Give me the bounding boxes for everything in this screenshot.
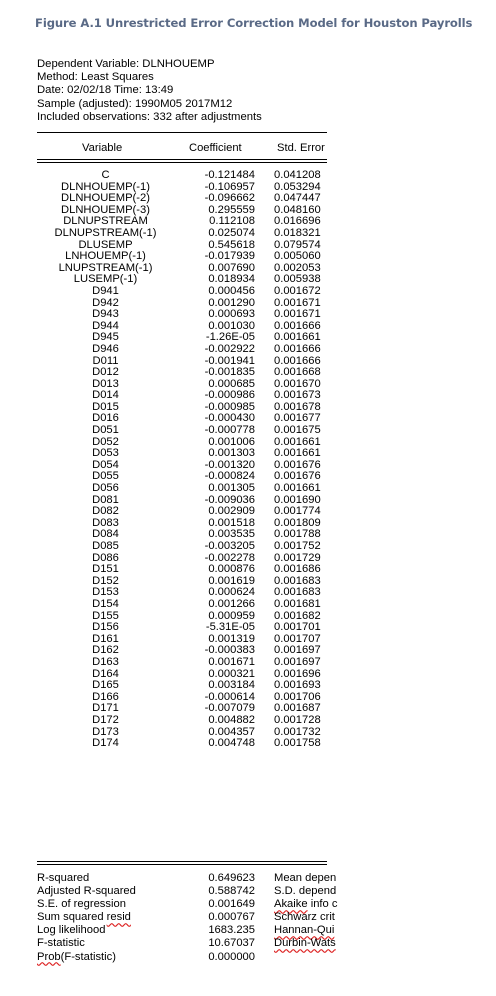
variable-cell: D162 [92, 644, 119, 657]
std-error-cell: 0.001788 [274, 528, 321, 541]
std-error-cell: 0.001670 [274, 377, 321, 390]
coefficient-cell: -0.000614 [204, 690, 255, 703]
std-error-cell: 0.005938 [274, 273, 321, 286]
std-error-cell: 0.001687 [274, 702, 321, 715]
std-error-cell: 0.001671 [274, 308, 321, 321]
std-error-cell: 0.001668 [274, 366, 321, 379]
date-time: Date: 02/02/18 Time: 13:49 [37, 84, 174, 97]
coefficient-cell: -1.26E-05 [205, 331, 255, 344]
stat-label: Log likelihood [37, 924, 106, 937]
stat-right-label: Schwarz crit [274, 911, 335, 924]
table-bottom-rule [37, 861, 327, 862]
variable-cell: D153 [92, 586, 119, 599]
variable-cell: D165 [92, 679, 119, 692]
observations: Included observations: 332 after adjustments [37, 110, 262, 123]
std-error-cell: 0.001683 [274, 586, 321, 599]
header-rule [37, 159, 327, 160]
dependent-variable: Dependent Variable: DLNHOUEMP [37, 58, 215, 70]
variable-cell: D055 [92, 470, 119, 483]
stat-right-label: Akaike info c [274, 898, 338, 911]
coefficient-cell: 0.001619 [208, 574, 255, 587]
coefficient-cell: 0.003535 [208, 528, 255, 541]
variable-cell: D012 [92, 366, 119, 379]
std-error-cell: 0.001758 [274, 737, 321, 750]
coefficient-cell: -0.009036 [204, 493, 255, 506]
coefficient-cell: 0.001303 [208, 447, 255, 460]
variable-cell: D082 [92, 505, 119, 518]
std-error-cell: 0.048160 [274, 203, 321, 216]
coefficient-cell: 0.545618 [208, 238, 255, 251]
stat-right-label: Mean depen [274, 872, 337, 884]
coefficient-cell: 0.000959 [208, 609, 255, 622]
coefficient-cell: -0.000383 [204, 644, 255, 657]
coefficient-cell: 0.025074 [208, 226, 255, 239]
std-error-cell: 0.001696 [274, 667, 321, 680]
std-error-cell: 0.001697 [274, 655, 321, 668]
variable-cell: DLNUPSTREAM [63, 215, 148, 228]
coefficient-cell: 0.001266 [208, 597, 255, 610]
std-error-cell: 0.001774 [274, 505, 321, 518]
stat-label: F-statistic [37, 937, 85, 950]
coefficient-cell: 0.000685 [208, 377, 255, 390]
figure-title: Figure A.1 Unrestricted Error Correction Model for Houston Payrolls [35, 16, 473, 30]
variable-cell: D174 [92, 737, 119, 750]
coefficient-cell: -0.001941 [204, 354, 255, 367]
coefficient-cell: 0.001006 [208, 435, 255, 448]
variable-cell: D054 [92, 458, 119, 471]
std-error-cell: 0.001697 [274, 644, 321, 657]
coefficient-cell: -0.000824 [204, 470, 255, 483]
std-error-cell: 0.001706 [274, 690, 321, 703]
header-rule-2 [37, 162, 327, 163]
variable-cell: D943 [92, 308, 119, 321]
variable-cell: D016 [92, 412, 119, 425]
std-error-cell: 0.001666 [274, 342, 321, 355]
variable-cell: D941 [92, 284, 119, 297]
variable-cell: D944 [92, 319, 119, 332]
stat-value: 1683.235 [208, 924, 255, 937]
std-error-cell: 0.041208 [274, 169, 321, 181]
coefficient-cell: -0.003205 [204, 540, 255, 552]
coefficient-cell: 0.004748 [208, 737, 255, 750]
stat-label: Prob(F-statistic) [37, 950, 116, 963]
variable-cell: D173 [92, 725, 119, 738]
std-error-cell: 0.001672 [274, 284, 321, 297]
stat-value: 0.649623 [208, 872, 255, 884]
variable-cell: DLUSEMP [78, 238, 133, 251]
coefficient-cell: 0.001671 [208, 655, 255, 668]
stat-right-label: S.D. depend [274, 885, 337, 898]
stat-label: Sum squared resid [37, 911, 131, 924]
std-error-cell: 0.001673 [274, 389, 321, 402]
std-error-cell: 0.001693 [274, 679, 321, 692]
coefficient-cell: 0.004357 [208, 725, 255, 738]
variable-cell: D152 [92, 574, 119, 587]
variable-cell: D084 [92, 528, 119, 541]
col-coefficient: Coefficient [189, 142, 242, 154]
stat-value: 0.000000 [208, 950, 255, 963]
std-error-cell: 0.001681 [274, 597, 321, 610]
variable-cell: D086 [92, 551, 119, 564]
std-error-cell: 0.001729 [274, 551, 321, 564]
coefficient-cell: 0.112108 [209, 215, 255, 228]
coefficient-cell: 0.000321 [208, 667, 255, 680]
std-error-cell: 0.001752 [274, 540, 321, 552]
coefficient-cell: 0.001305 [208, 482, 255, 495]
variable-cell: D171 [92, 702, 119, 715]
stat-label: S.E. of regression [37, 898, 126, 911]
coefficient-cell: 0.007690 [208, 261, 255, 274]
variable-cell: D161 [92, 632, 119, 645]
stat-value: 0.001649 [208, 898, 255, 911]
regression-output [37, 58, 338, 963]
std-error-cell: 0.001676 [274, 458, 321, 471]
std-error-cell: 0.079574 [274, 238, 321, 251]
variable-cell: D081 [92, 493, 119, 506]
coefficient-cell: -0.001320 [204, 458, 255, 471]
variable-cell: D946 [92, 342, 119, 355]
std-error-cell: 0.001728 [274, 713, 321, 726]
std-error-cell: 0.001682 [274, 609, 321, 622]
coefficient-cell: 0.001518 [208, 516, 255, 529]
coefficient-cell: 0.000693 [208, 308, 255, 321]
variable-cell: D015 [92, 400, 119, 413]
variable-cell: DLNHOUEMP(-3) [61, 203, 150, 216]
coefficient-cell: -5.31E-05 [205, 621, 255, 634]
variable-cell: D052 [92, 435, 119, 448]
coefficient-cell: -0.002278 [204, 551, 255, 564]
stat-value: 10.67037 [208, 937, 255, 950]
coefficient-cell: -0.121484 [204, 169, 255, 181]
std-error-cell: 0.001666 [274, 319, 321, 332]
coefficient-cell: -0.000986 [204, 389, 255, 402]
stat-right-label: Durbin-Wats [274, 937, 336, 950]
coefficient-cell: 0.295559 [208, 203, 255, 216]
coefficient-cell: 0.000456 [208, 284, 255, 297]
variable-cell: D156 [92, 621, 119, 634]
coefficient-cell: -0.096662 [204, 192, 255, 205]
std-error-cell: 0.018321 [274, 226, 321, 239]
variable-cell: D154 [92, 597, 119, 610]
std-error-cell: 0.001686 [274, 563, 321, 576]
variable-cell: LNHOUEMP(-1) [65, 250, 146, 263]
coefficient-cell: -0.007079 [204, 702, 255, 715]
variable-cell: DLNUPSTREAM(-1) [54, 226, 157, 239]
std-error-cell: 0.001701 [274, 621, 321, 634]
variable-cell: D011 [92, 354, 119, 367]
std-error-cell: 0.001675 [274, 424, 321, 437]
std-error-cell: 0.047447 [274, 192, 321, 205]
coefficient-cell: 0.001319 [208, 632, 255, 645]
coefficient-cell: -0.002922 [204, 342, 255, 355]
std-error-cell: 0.001732 [274, 725, 321, 738]
stat-label: R-squared [37, 872, 90, 884]
std-error-cell: 0.001690 [274, 493, 321, 506]
sample: Sample (adjusted): 1990M05 2017M12 [37, 97, 233, 110]
coefficient-cell: 0.000624 [208, 586, 255, 599]
col-variable: Variable [82, 142, 123, 154]
std-error-cell: 0.016696 [274, 215, 321, 228]
std-error-cell: 0.005060 [274, 250, 321, 263]
coefficient-cell: 0.004882 [208, 713, 255, 726]
std-error-cell: 0.001683 [274, 574, 321, 587]
coefficient-cell: -0.000430 [204, 412, 255, 425]
coefficient-cell: 0.002909 [208, 505, 255, 518]
variable-cell: D155 [92, 609, 119, 622]
table-bottom-rule-2 [37, 864, 327, 865]
variable-cell: LUSEMP(-1) [73, 273, 138, 286]
variable-cell: D056 [92, 482, 119, 495]
coefficient-cell: 0.003184 [208, 679, 255, 692]
variable-cell: D051 [92, 424, 119, 437]
variable-cell: D164 [92, 667, 119, 680]
variable-cell: D083 [92, 516, 119, 529]
std-error-cell: 0.002053 [274, 261, 321, 274]
std-error-cell: 0.001671 [274, 296, 321, 309]
top-rule [37, 132, 327, 133]
std-error-cell: 0.001707 [274, 632, 321, 645]
stat-value: 0.000767 [208, 911, 255, 924]
variable-cell: LNUPSTREAM(-1) [58, 261, 153, 274]
std-error-cell: 0.001661 [274, 447, 321, 460]
std-error-cell: 0.001661 [274, 482, 321, 495]
std-error-cell: 0.001661 [274, 435, 321, 448]
std-error-cell: 0.001661 [274, 331, 321, 344]
variable-cell: D053 [92, 447, 119, 460]
coefficient-cell: 0.000876 [208, 563, 255, 576]
coefficient-cell: -0.017939 [204, 250, 255, 263]
variable-cell: D942 [92, 296, 119, 309]
coefficient-cell: 0.001290 [208, 296, 255, 309]
std-error-cell: 0.053294 [274, 180, 321, 193]
coefficient-cell: -0.001835 [204, 366, 255, 379]
coefficient-cell: -0.106957 [204, 180, 255, 193]
std-error-cell: 0.001677 [274, 412, 321, 425]
variable-cell: D013 [92, 377, 119, 390]
col-std-error: Std. Error [277, 142, 325, 154]
variable-cell: C [101, 169, 110, 181]
variable-cell: D172 [92, 713, 119, 726]
variable-cell: D163 [92, 655, 119, 668]
std-error-cell: 0.001809 [274, 516, 321, 529]
method: Method: Least Squares [37, 71, 154, 84]
coefficient-cell: 0.018934 [208, 273, 255, 286]
coefficient-cell: -0.000778 [204, 424, 255, 437]
coefficient-cell: 0.001030 [208, 319, 255, 332]
variable-cell: DLNHOUEMP(-2) [61, 192, 150, 205]
coefficient-cell: -0.000985 [204, 400, 255, 413]
stat-right-label: Hannan-Qui [274, 924, 335, 937]
variable-cell: D151 [92, 563, 119, 576]
variable-cell: DLNHOUEMP(-1) [61, 180, 150, 193]
std-error-cell: 0.001678 [274, 400, 321, 413]
stat-value: 0.588742 [208, 885, 255, 898]
std-error-cell: 0.001676 [274, 470, 321, 483]
variable-cell: D014 [92, 389, 119, 402]
variable-cell: D085 [92, 540, 119, 552]
std-error-cell: 0.001666 [274, 354, 321, 367]
variable-cell: D166 [92, 690, 119, 703]
variable-cell: D945 [92, 331, 119, 344]
stat-label: Adjusted R-squared [37, 885, 136, 898]
